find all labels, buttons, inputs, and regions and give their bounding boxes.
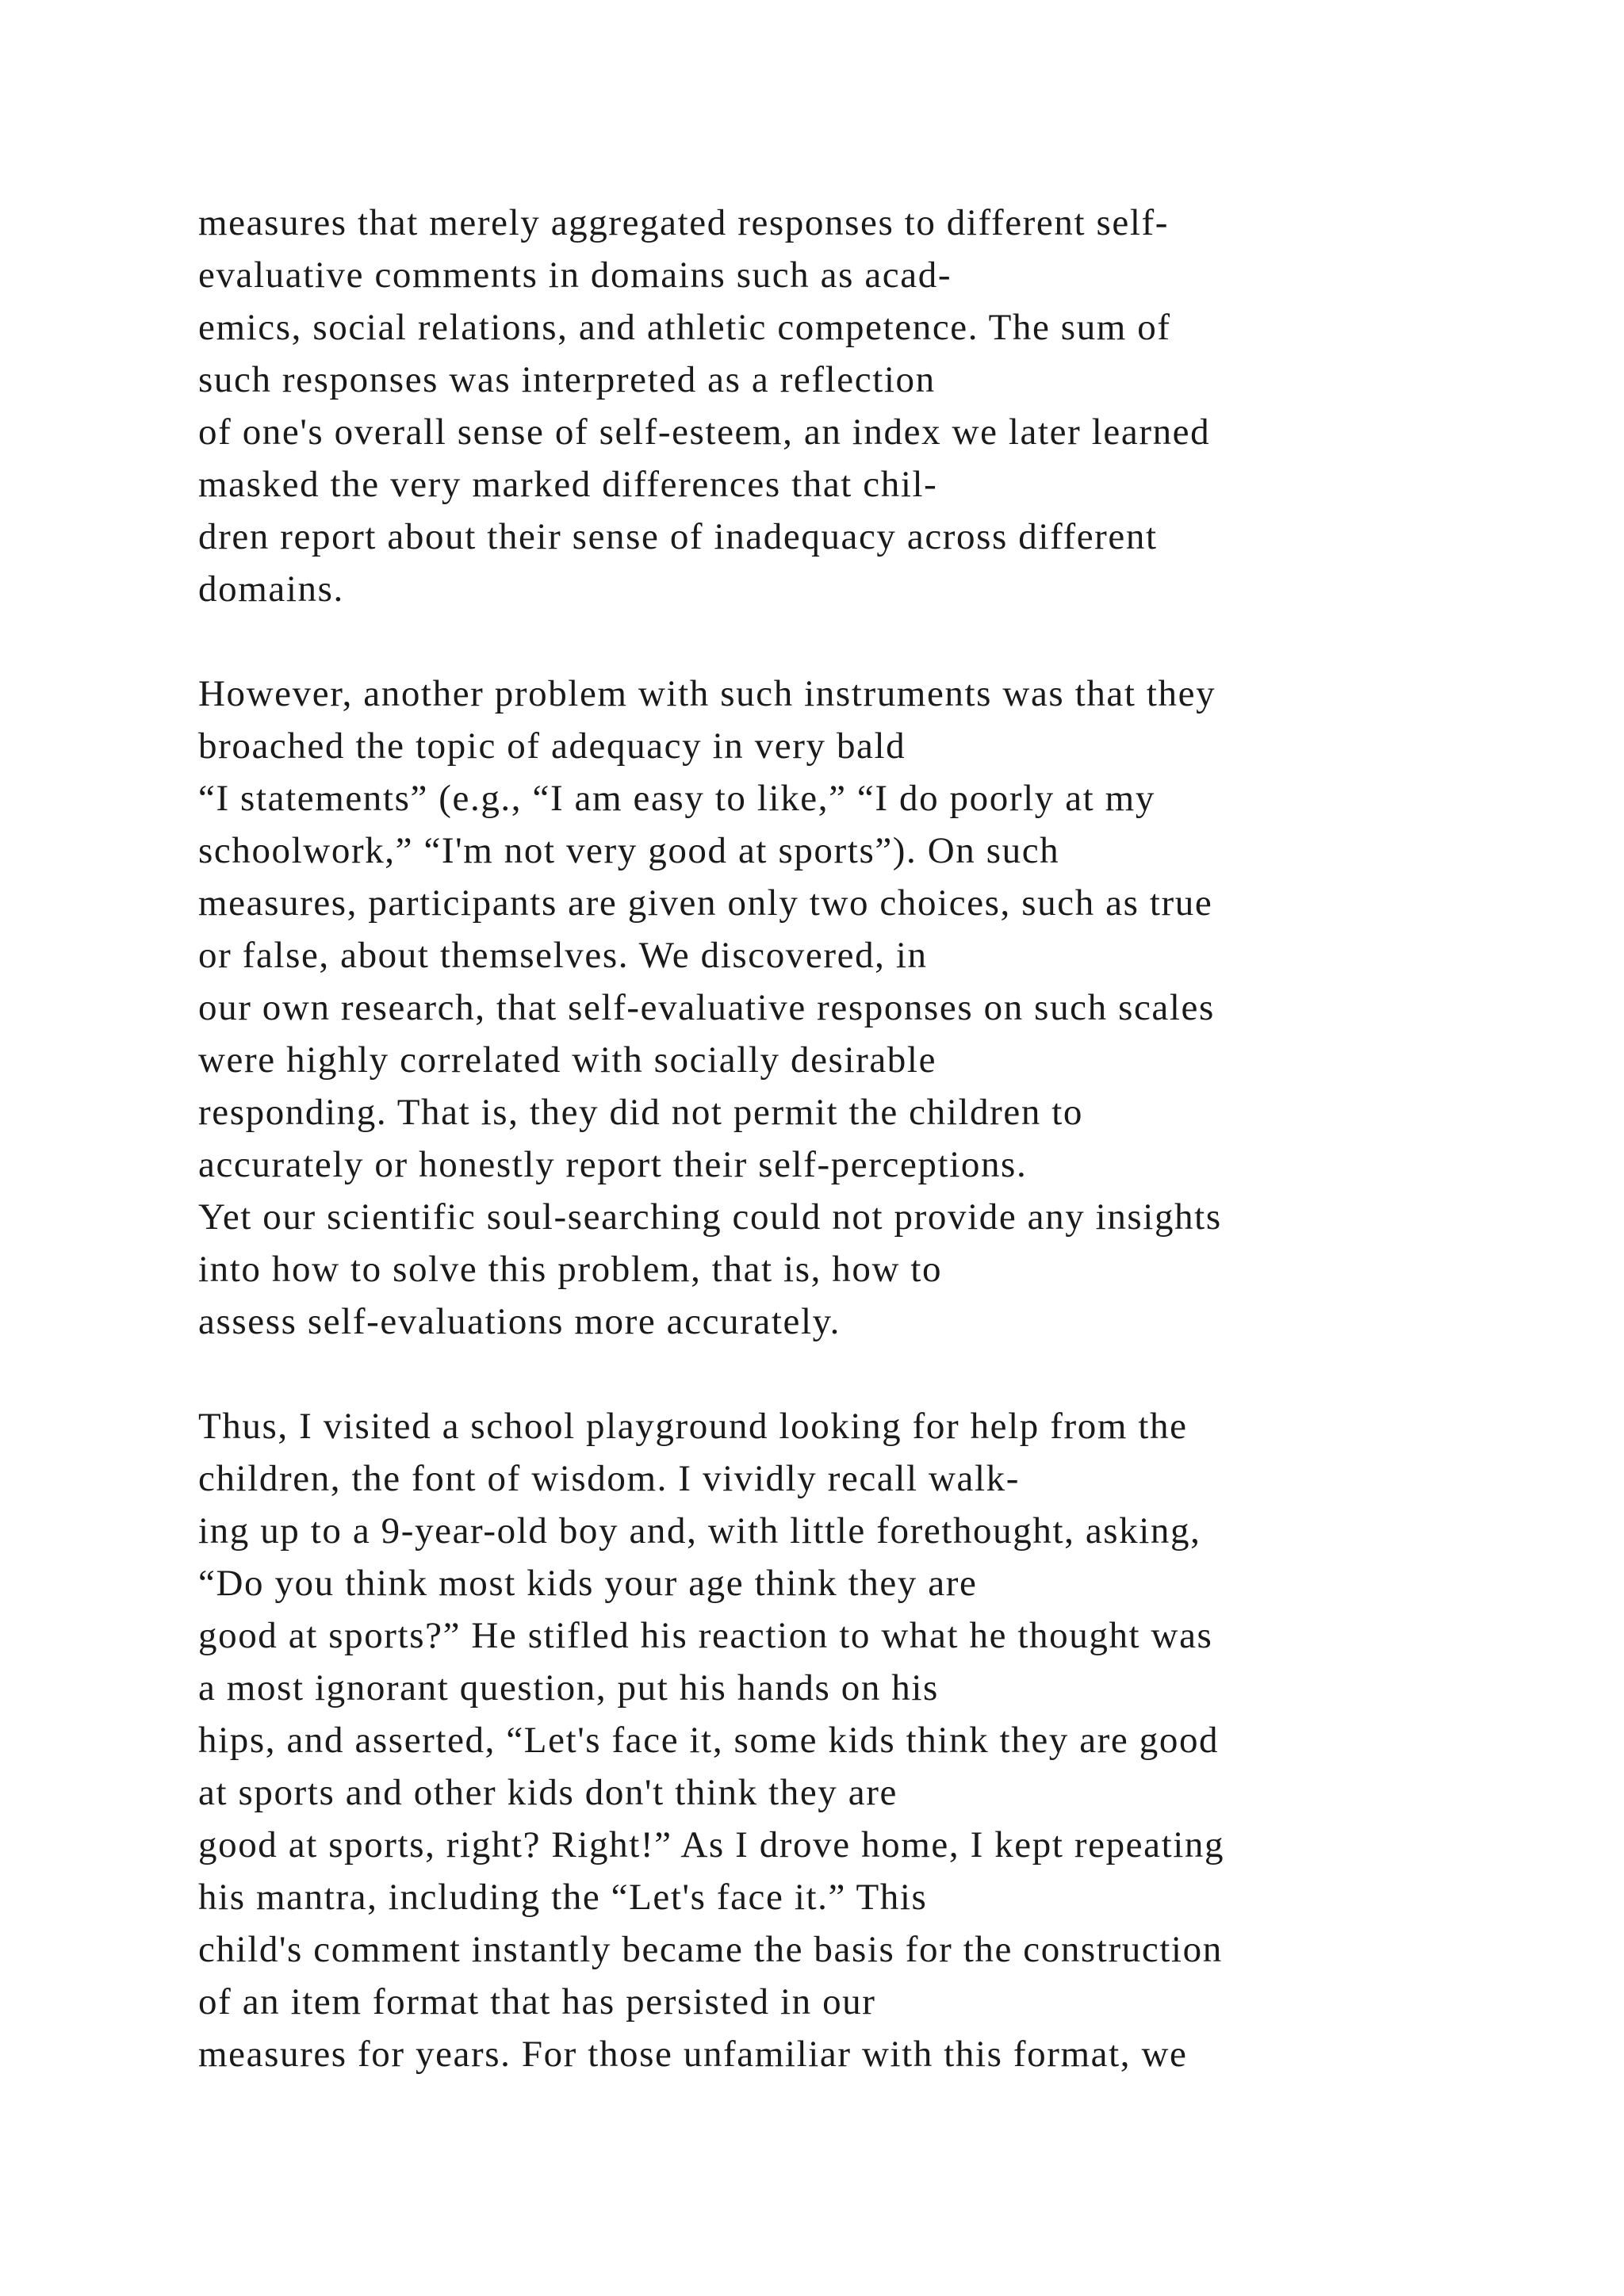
text-line: masked the very marked differences that chil- [198,464,938,505]
text-line: a most ignorant question, put his hands on his [198,1667,939,1709]
text-line: broached the topic of adequacy in very bald [198,725,906,767]
text-line: into how to solve this problem, that is, how to [198,1249,943,1290]
text-line: child's comment instantly became the basis for the construction [198,1929,1223,1970]
text-line: our own research, that self-evaluative responses on such scales [198,987,1215,1028]
text-line: of one's overall sense of self-esteem, an index we later learned [198,411,1211,453]
text-line: assess self-evaluations more accurately. [198,1301,841,1342]
text-line: “I statements” (e.g., “I am easy to like,” “I do poorly at my [198,778,1155,819]
text-line: ing up to a 9-year-old boy and, with little forethought, asking, [198,1510,1201,1552]
text-line: responding. That is, they did not permit the children to [198,1092,1084,1133]
text-line: measures that merely aggregated responses to different self- [198,202,1169,243]
text-line: Yet our scientific soul-searching could not provide any insights [198,1196,1222,1238]
text-line: evaluative comments in domains such as acad- [198,254,952,296]
paragraph-3 [198,1400,1507,2080]
text-line: accurately or honestly report their self-perceptions. [198,1144,1028,1185]
text-line: such responses was interpreted as a reflection [198,359,936,400]
text-line: his mantra, including the “Let's face it.” This [198,1877,928,1918]
text-line: or false, about themselves. We discovered, in [198,935,928,976]
text-line: domains. [198,568,344,610]
text-line: hips, and asserted, “Let's face it, some kids think they are good [198,1720,1220,1761]
text-line: were highly correlated with socially desirable [198,1039,937,1081]
text-line: good at sports, right? Right!” As I drove home, I kept repeating [198,1824,1225,1866]
paragraph-spacer [198,615,1507,668]
text-line: children, the font of wisdom. I vividly recall walk- [198,1458,1021,1499]
document-body [198,197,1507,2080]
text-line: “Do you think most kids your age think they are [198,1563,978,1604]
text-line: emics, social relations, and athletic competence. The sum of [198,307,1171,348]
text-line: measures, participants are given only two choices, such as true [198,882,1213,924]
paragraph-2 [198,668,1507,1348]
text-line: schoolwork,” “I'm not very good at sports”). On such [198,830,1060,871]
paragraph-spacer [198,1348,1507,1400]
text-line: measures for years. For those unfamiliar with this format, we [198,2034,1188,2075]
text-line: dren report about their sense of inadequacy across different [198,516,1158,557]
text-line: at sports and other kids don't think they are [198,1772,898,1813]
text-line: Thus, I visited a school playground looking for help from the [198,1406,1188,1447]
text-line: of an item format that has persisted in our [198,1981,876,2022]
text-line: good at sports?” He stifled his reaction to what he thought was [198,1615,1213,1656]
text-line: However, another problem with such instruments was that they [198,673,1216,714]
paragraph-1 [198,197,1507,615]
